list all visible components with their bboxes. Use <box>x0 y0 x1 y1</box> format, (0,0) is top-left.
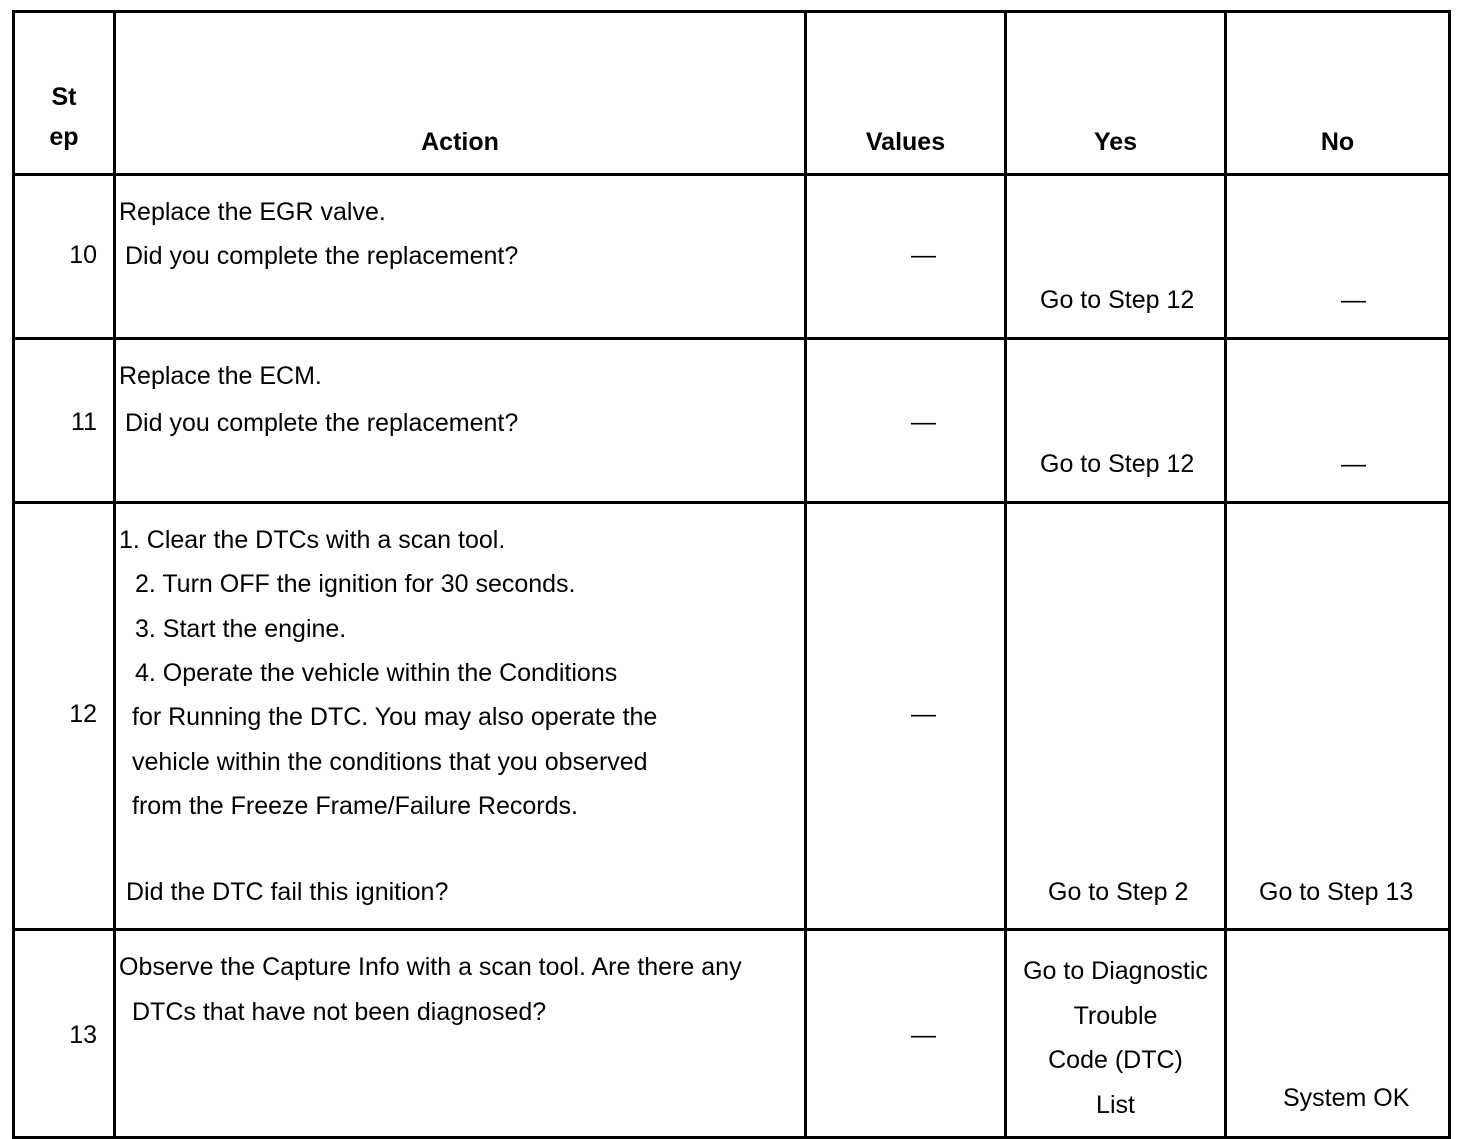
header-step-line1: St <box>51 83 77 111</box>
no-dash: — <box>1341 286 1366 314</box>
action-cell <box>115 339 806 503</box>
action-cell <box>115 930 806 1138</box>
values-cell <box>806 930 1006 1138</box>
step-cell <box>14 175 115 339</box>
action-line: Observe the Capture Info with a scan tool. Are there any <box>119 953 742 981</box>
table-row <box>14 930 1450 1138</box>
step-number: 12 <box>69 700 97 728</box>
action-line: Did the DTC fail this ignition? <box>126 878 449 906</box>
table-row <box>14 175 1450 339</box>
action-line: Did you complete the replacement? <box>125 242 519 270</box>
action-line: 1. Clear the DTCs with a scan tool. <box>119 526 506 554</box>
action-line: 4. Operate the vehicle within the Conditions <box>135 659 618 687</box>
no-cell <box>1226 503 1450 930</box>
action-line: for Running the DTC. You may also operate the <box>132 703 658 731</box>
header-action: Action <box>115 12 806 175</box>
header-step-line2: ep <box>49 123 79 151</box>
action-line: DTCs that have not been diagnosed? <box>132 998 547 1026</box>
no-cell <box>1226 930 1450 1138</box>
step-cell <box>14 930 115 1138</box>
yes-line: Go to Diagnostic <box>1023 957 1208 985</box>
action-line: Replace the ECM. <box>119 362 322 390</box>
yes-go-to-step: Go to Step 12 <box>1040 450 1195 478</box>
step-cell <box>14 339 115 503</box>
header-no: No <box>1226 12 1450 175</box>
diagnostic-step-table <box>12 10 1451 1139</box>
step-number: 11 <box>71 408 97 436</box>
yes-cell <box>1006 339 1226 503</box>
action-line: 3. Start the engine. <box>135 615 347 643</box>
table-row <box>14 339 1450 503</box>
yes-go-to-step: Go to Step 12 <box>1040 286 1195 314</box>
values-cell <box>806 339 1006 503</box>
no-cell <box>1226 339 1450 503</box>
action-cell <box>115 175 806 339</box>
no-go-to-step: Go to Step 13 <box>1259 878 1414 906</box>
yes-line: List <box>1096 1090 1135 1119</box>
action-cell <box>115 503 806 930</box>
yes-cell <box>1006 930 1226 1138</box>
step-cell <box>14 503 115 930</box>
yes-line: Trouble <box>1073 1001 1158 1030</box>
action-line: Replace the EGR valve. <box>119 198 386 226</box>
action-line: 2. Turn OFF the ignition for 30 seconds. <box>135 570 576 598</box>
values-dash: — <box>911 1021 936 1049</box>
header-yes: Yes <box>1006 12 1226 175</box>
yes-cell <box>1006 503 1226 930</box>
table-header-row <box>14 12 1450 175</box>
values-cell <box>806 503 1006 930</box>
action-line: Did you complete the replacement? <box>125 409 519 437</box>
no-cell <box>1226 175 1450 339</box>
action-line: vehicle within the conditions that you observed <box>132 748 648 776</box>
yes-cell <box>1006 175 1226 339</box>
yes-line: Code (DTC) <box>1048 1046 1183 1074</box>
values-cell <box>806 175 1006 339</box>
table-row <box>14 503 1450 930</box>
header-values: Values <box>806 12 1006 175</box>
values-dash: — <box>911 700 936 728</box>
step-number: 10 <box>69 241 97 269</box>
values-dash: — <box>911 408 936 436</box>
action-line: from the Freeze Frame/Failure Records. <box>132 792 578 820</box>
yes-go-to-step: Go to Step 2 <box>1048 878 1189 906</box>
no-dash: — <box>1341 450 1366 478</box>
values-dash: — <box>911 241 936 269</box>
step-number: 13 <box>69 1021 97 1049</box>
header-step <box>14 12 115 175</box>
yes-go-to-dtc-list <box>1007 949 1224 1127</box>
no-system-ok: System OK <box>1283 1084 1410 1112</box>
